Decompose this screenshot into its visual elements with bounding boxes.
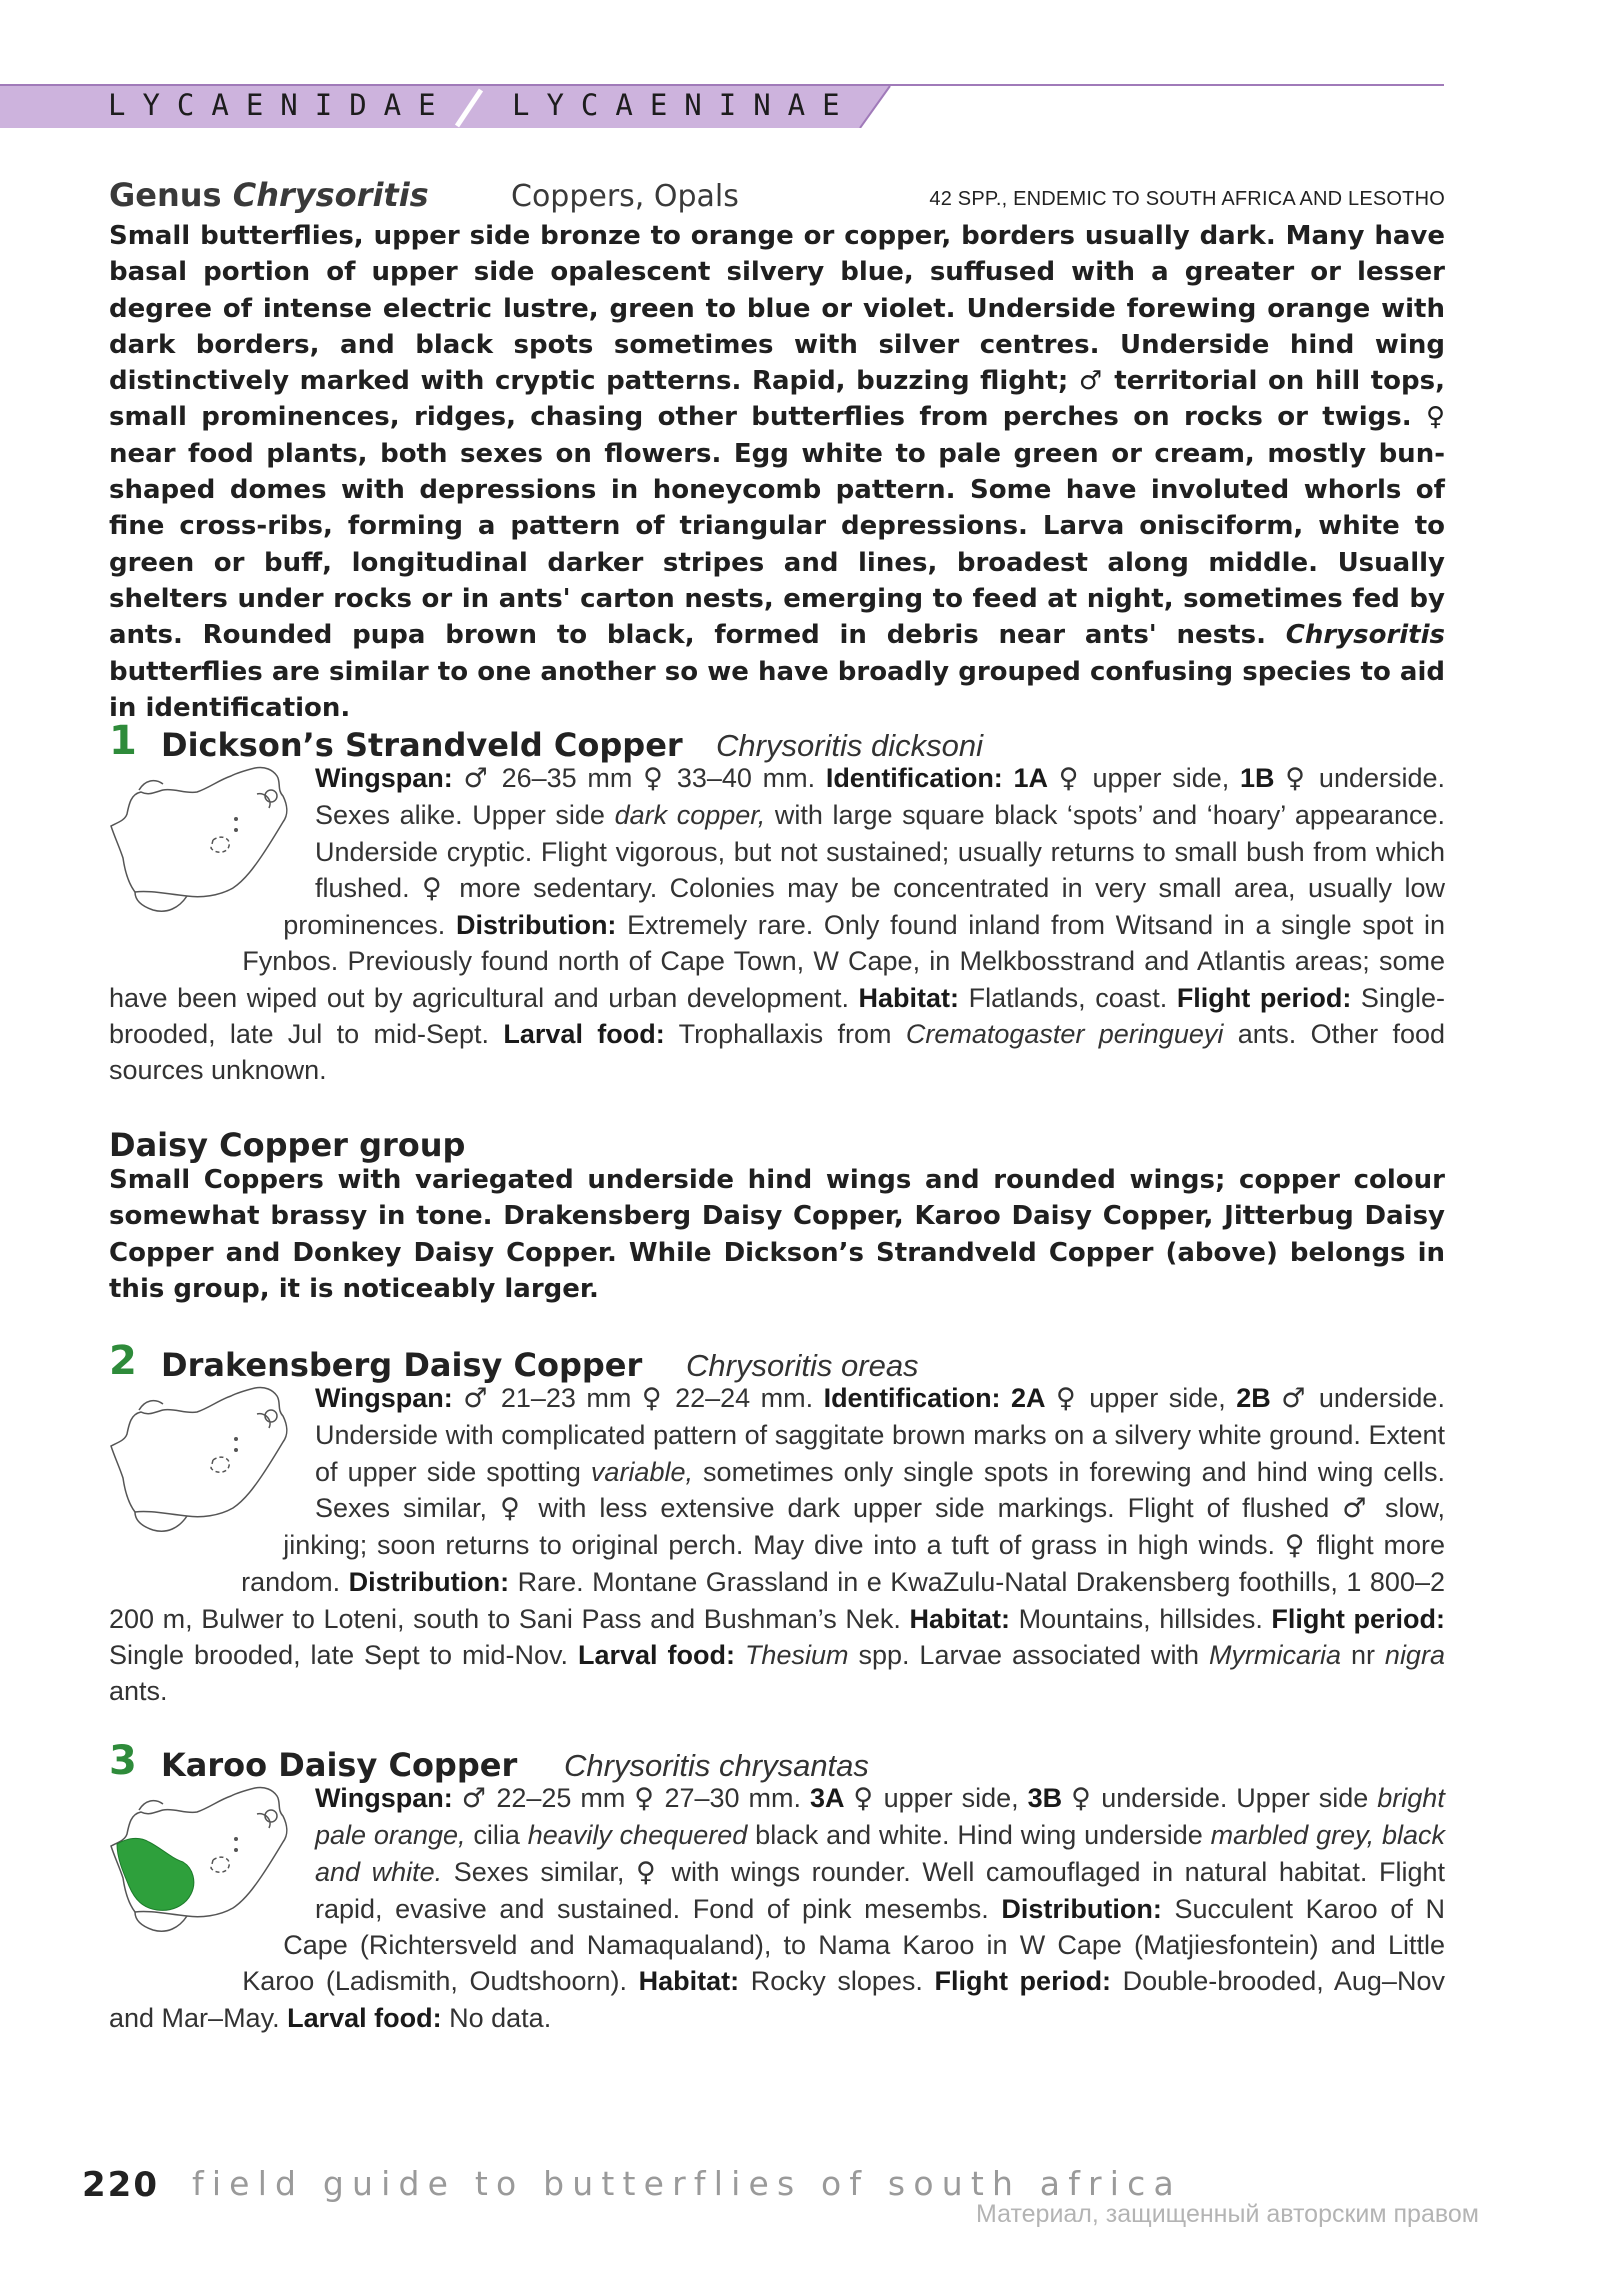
distribution-map	[105, 1382, 307, 1572]
species-common-name: Karoo Daisy Copper	[161, 1746, 518, 1784]
species-latin-name: Chrysoritis chrysantas	[564, 1748, 869, 1783]
larval-food-label: Larval food:	[578, 1640, 735, 1671]
female-symbol: ♀	[1285, 763, 1309, 794]
group-description	[109, 1162, 1445, 1307]
plate-ref: 2A	[1011, 1383, 1046, 1413]
genus-desc-part: near food plants, both sexes on flowers. Egg white to pale green or cream, mostly bun-shaped domes with depressions in honeycomb pattern. Some have involuted whorls of fine cross-ribs, forming a pattern of triangular depressions. Larva onisciform, white to green or buff, longitudinal darker stripes and lines, broadest along middle. Usually shelters under rocks or in ants' carton nests, emerging to feed at night, sometimes fed by ants. Rounded pupa brown to black, formed in debris near ants' nests.	[109, 438, 1445, 651]
larval-food-text: ants. Other food sources unknown.	[109, 1019, 1445, 1086]
genus-desc-part: territorial on hill tops, small prominences, ridges, chasing other butterflies from perches on rocks or twigs.	[109, 366, 1445, 433]
distribution-map	[105, 1782, 307, 1972]
distribution-label: Distribution:	[455, 910, 617, 941]
species-body-2	[109, 1380, 1445, 1710]
species-latin-name: Chrysoritis dicksoni	[716, 728, 984, 763]
species-common-name: Dickson’s Strandveld Copper	[161, 726, 683, 764]
species-body-1	[109, 760, 1445, 1089]
plate-ref: 3A	[809, 1783, 845, 1813]
female-symbol: ♀	[636, 1856, 660, 1888]
south-africa-range-map-icon	[105, 1782, 307, 1972]
distribution-text: Extremely rare. Only found inland from Witsand in a single spot in Fynbos. Previously found north of Cape Town, W Cape, in Melkbosstrand and Atlantis areas; some have been wiped out by agricultural and urban development.	[109, 910, 1445, 1013]
wingspan-label: Wingspan:	[315, 763, 453, 793]
species-text-italic: dark copper,	[614, 800, 766, 831]
flight-period-text: Double-brooded, Aug–Nov and Mar–May.	[109, 1966, 1445, 2033]
plate-ref: 1B	[1239, 763, 1275, 793]
larval-food-italic: Thesium	[744, 1640, 849, 1671]
wingspan-male: 26–35 mm	[501, 763, 633, 793]
genus-label: Genus	[109, 176, 222, 214]
species-text: with less extensive dark upper side markings. Flight of flushed	[538, 1492, 1330, 1523]
species-text-italic: variable,	[590, 1456, 693, 1487]
larval-food-label: Larval food:	[287, 2002, 442, 2033]
genus-species-count: 42 SPP., ENDEMIC TO SOUTH AFRICA AND LESOTHO	[929, 188, 1445, 210]
female-symbol: ♀	[853, 1783, 875, 1814]
flight-period-label: Flight period:	[934, 1966, 1112, 1997]
female-symbol: ♀	[500, 1492, 526, 1524]
plate-ref: 1A	[1013, 763, 1049, 793]
habitat-label: Habitat:	[909, 1603, 1011, 1634]
species-text: black and white. Hind wing underside	[755, 1820, 1203, 1851]
female-symbol: ♀	[643, 763, 667, 794]
wingspan-female: 22–24 mm.	[675, 1383, 814, 1413]
female-symbol: ♀	[1058, 763, 1082, 794]
habitat-text: Flatlands, coast.	[968, 982, 1168, 1013]
flight-period-text: Single-brooded, late Jul to mid-Sept.	[109, 982, 1445, 1050]
book-title: field guide to butterflies of south africa	[192, 2164, 1182, 2203]
species-text: upper side,	[1092, 763, 1230, 793]
distribution-label: Distribution:	[1001, 1893, 1162, 1924]
species-text-italic: marbled grey, black and white.	[315, 1820, 1445, 1887]
habitat-label: Habitat:	[858, 982, 960, 1013]
species-text: slow, jinking; soon returns to original perch. May dive into a tuft of grass in high winds.	[283, 1492, 1446, 1561]
species-text: Sexes similar,	[453, 1856, 625, 1887]
wingspan-female: 33–40 mm.	[676, 763, 816, 793]
wingspan-male: 21–23 mm	[500, 1383, 632, 1413]
family-label: LYCAENIDAE	[108, 88, 453, 122]
species-text: upper side,	[883, 1783, 1019, 1813]
copyright-watermark: Материал, защищенный авторским правом	[976, 2200, 1479, 2228]
male-symbol: ♂	[1342, 1492, 1372, 1524]
species-text: sometimes only single spots in forewing and hind wing cells. Sexes similar,	[315, 1456, 1445, 1523]
distribution-label: Distribution:	[348, 1567, 510, 1598]
species-number: 2	[109, 1338, 137, 1384]
genus-desc-italic: Chrysoritis	[1285, 620, 1445, 651]
plate-ref: 2B	[1236, 1383, 1271, 1413]
larval-food-text: nr	[1350, 1640, 1375, 1671]
genus-common-name: Coppers, Opals	[511, 179, 739, 214]
species-number: 1	[109, 718, 137, 764]
female-symbol: ♀	[1056, 1383, 1079, 1414]
male-symbol: ♂	[463, 1383, 491, 1414]
species-text: cilia	[473, 1820, 520, 1851]
female-symbol: ♀	[1425, 402, 1445, 433]
species-text: flight more random.	[241, 1530, 1445, 1598]
species-latin-name: Chrysoritis oreas	[686, 1348, 919, 1383]
south-africa-outline-icon	[105, 762, 307, 952]
distribution-text: Succulent Karoo of N Cape (Richtersveld and Namaqualand), to Nama Karoo in W Cape (Matjiesfontein) and Little Karoo (Ladismith, Oudtshoorn).	[242, 1893, 1445, 1997]
genus-heading	[109, 176, 1445, 216]
female-symbol: ♀	[422, 872, 447, 904]
larval-food-text: ants.	[109, 1676, 168, 1707]
species-body-3	[109, 1780, 1445, 2036]
larval-food-text: No data.	[449, 2002, 552, 2033]
male-symbol: ♂	[1281, 1383, 1309, 1414]
habitat-label: Habitat:	[638, 1966, 740, 1997]
larval-food-italic: Crematogaster peringueyi	[905, 1019, 1224, 1050]
larval-food-label: Larval food:	[503, 1019, 665, 1050]
species-text: with wings rounder. Well camouflaged in natural habitat. Flight rapid, evasive and sustained. Fond of pink mesembs.	[315, 1856, 1445, 1924]
female-symbol: ♀	[1284, 1530, 1307, 1562]
genus-description	[109, 218, 1445, 726]
habitat-text: Rocky slopes.	[750, 1966, 923, 1997]
female-symbol: ♀	[641, 1383, 665, 1414]
distribution-map	[105, 762, 307, 952]
wingspan-female: 27–30 mm.	[664, 1783, 801, 1813]
genus-desc-part: butterflies are similar to one another so we have broadly grouped confusing species to aid in identification.	[109, 656, 1445, 723]
flight-period-label: Flight period:	[1176, 982, 1352, 1013]
flight-period-label: Flight period:	[1271, 1603, 1445, 1634]
female-symbol: ♀	[634, 1783, 656, 1814]
subfamily-label: LYCAENINAE	[512, 88, 857, 122]
larval-food-italic: nigra	[1384, 1640, 1445, 1671]
larval-food-italic: Myrmicaria	[1208, 1640, 1341, 1671]
male-symbol: ♂	[1078, 366, 1104, 397]
genus-title	[109, 176, 429, 214]
genus-name: Chrysoritis	[232, 176, 429, 214]
species-text: underside. Upper side	[1101, 1783, 1369, 1813]
identification-label: Identification:	[825, 763, 1003, 793]
species-text-italic: heavily chequered	[527, 1820, 748, 1851]
habitat-text: Mountains, hillsides.	[1018, 1603, 1263, 1634]
female-symbol: ♀	[1071, 1783, 1093, 1814]
section-header-band	[0, 84, 1444, 128]
wingspan-male: 22–25 mm	[496, 1783, 626, 1813]
male-symbol: ♂	[461, 1783, 488, 1814]
south-africa-outline-icon	[105, 1382, 307, 1572]
plate-ref: 3B	[1027, 1783, 1063, 1813]
species-text: underside. Sexes alike. Upper side	[315, 763, 1446, 831]
identification-label: Identification:	[823, 1383, 1001, 1413]
species-text-italic: bright pale orange,	[315, 1783, 1445, 1851]
species-text: underside. Underside with complicated pattern of saggitate brown marks on a silvery white ground. Extent of upper side spotting	[315, 1383, 1445, 1487]
distribution-text: Rare. Montane Grassland in e KwaZulu-Natal Drakensberg foothills, 1 800–2 200 m, Bulwer to Loteni, south to Sani Pass and Bushman’s Nek.	[109, 1567, 1445, 1634]
group-title: Daisy Copper group	[109, 1126, 466, 1164]
page-number: 220	[82, 2165, 159, 2205]
species-common-name: Drakensberg Daisy Copper	[161, 1346, 643, 1384]
larval-food-text: spp. Larvae associated with	[858, 1640, 1199, 1671]
genus-desc-part: Small butterflies, upper side bronze to orange or copper, borders usually dark. Many have basal portion of upper side opalescent silvery blue, suffused with a greater or lesser degree of intense electric lustre, green to blue or violet. Underside forewing orange with dark borders, and black spots sometimes with silver centres. Underside hind wing distinctively marked with cryptic patterns. Rapid, buzzing flight;	[109, 221, 1445, 397]
species-text: with large square black ‘spots’ and ‘hoary’ appearance. Underside cryptic. Flight vigorous, but not sustained; usually returns to small bush from which flushed.	[315, 800, 1445, 903]
larval-food-text: Trophallaxis from	[678, 1019, 892, 1050]
wingspan-label: Wingspan:	[315, 1383, 453, 1413]
species-text: upper side,	[1089, 1383, 1226, 1413]
species-number: 3	[109, 1738, 137, 1784]
species-text: more sedentary. Colonies may be concentrated in very small area, usually low prominences.	[283, 872, 1445, 941]
flight-period-text: Single brooded, late Sept to mid-Nov.	[109, 1640, 569, 1671]
wingspan-label: Wingspan:	[315, 1783, 453, 1813]
male-symbol: ♂	[463, 763, 491, 794]
group-description-text: Small Coppers with variegated underside hind wings and rounded wings; copper colour somewhat brassy in tone. Drakensberg Daisy Copper, Karoo Daisy Copper, Jitterbug Daisy Copper and Donkey Daisy Copper. While Dickson’s Strandveld Copper (above) belongs in this group, it is noticeably larger.	[109, 1165, 1445, 1304]
